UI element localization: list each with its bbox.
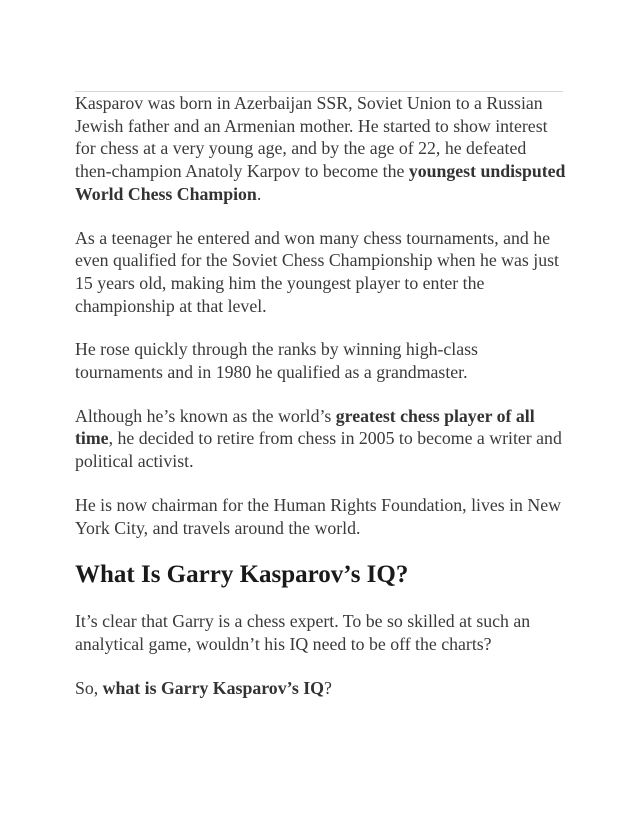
paragraph-iq-question xyxy=(75,677,567,700)
paragraph-birth xyxy=(75,92,567,206)
paragraph-text: He is now chairman for the Human Rights Foundation, lives in New York City, and travels around the world. xyxy=(75,494,561,538)
paragraph-iq-intro xyxy=(75,610,567,655)
paragraph-text-start: So, xyxy=(75,677,103,698)
article-body xyxy=(75,92,567,720)
bold-phrase-iq-question: what is Garry Kasparov’s IQ xyxy=(102,677,324,698)
section-heading: What Is Garry Kasparov’s IQ? xyxy=(75,561,409,589)
bold-phrase-greatest-player: greatest chess player of all time xyxy=(75,405,535,449)
paragraph-retirement xyxy=(75,405,567,473)
paragraph-grandmaster xyxy=(75,338,567,383)
paragraph-text-end: . xyxy=(256,183,262,204)
paragraph-teenager xyxy=(75,227,567,318)
paragraph-text: It’s clear that Garry is a chess expert. To be so skilled at such an analytical game, wouldn’t his IQ need to be off the charts? xyxy=(75,611,531,654)
paragraph-chairman xyxy=(75,494,567,539)
paragraph-text-end: ? xyxy=(323,677,332,698)
paragraph-text: Kasparov was born in Azerbaijan SSR, Soviet Union to a Russian Jewish father and an Armenian mother. He started to show interest for chess at a very young age, and by the age of 22, he defeated then-champion Anatoly Karpov to become the xyxy=(75,93,548,182)
paragraph-text: As a teenager he entered and won many chess tournaments, and he even qualified for the Soviet Chess Championship when he was just 15 years old, making him the youngest player to enter the championship at that level. xyxy=(75,227,559,316)
paragraph-text: He rose quickly through the ranks by winning high-class tournaments and in 1980 he qualified as a grandmaster. xyxy=(75,339,478,383)
bold-phrase-youngest-champion: youngest undisputed World Chess Champion xyxy=(75,161,566,204)
paragraph-text-start: Although he’s known as the world’s xyxy=(75,405,336,426)
paragraph-text-end: , he decided to retire from chess in 2005 to become a writer and political activist. xyxy=(75,428,562,472)
